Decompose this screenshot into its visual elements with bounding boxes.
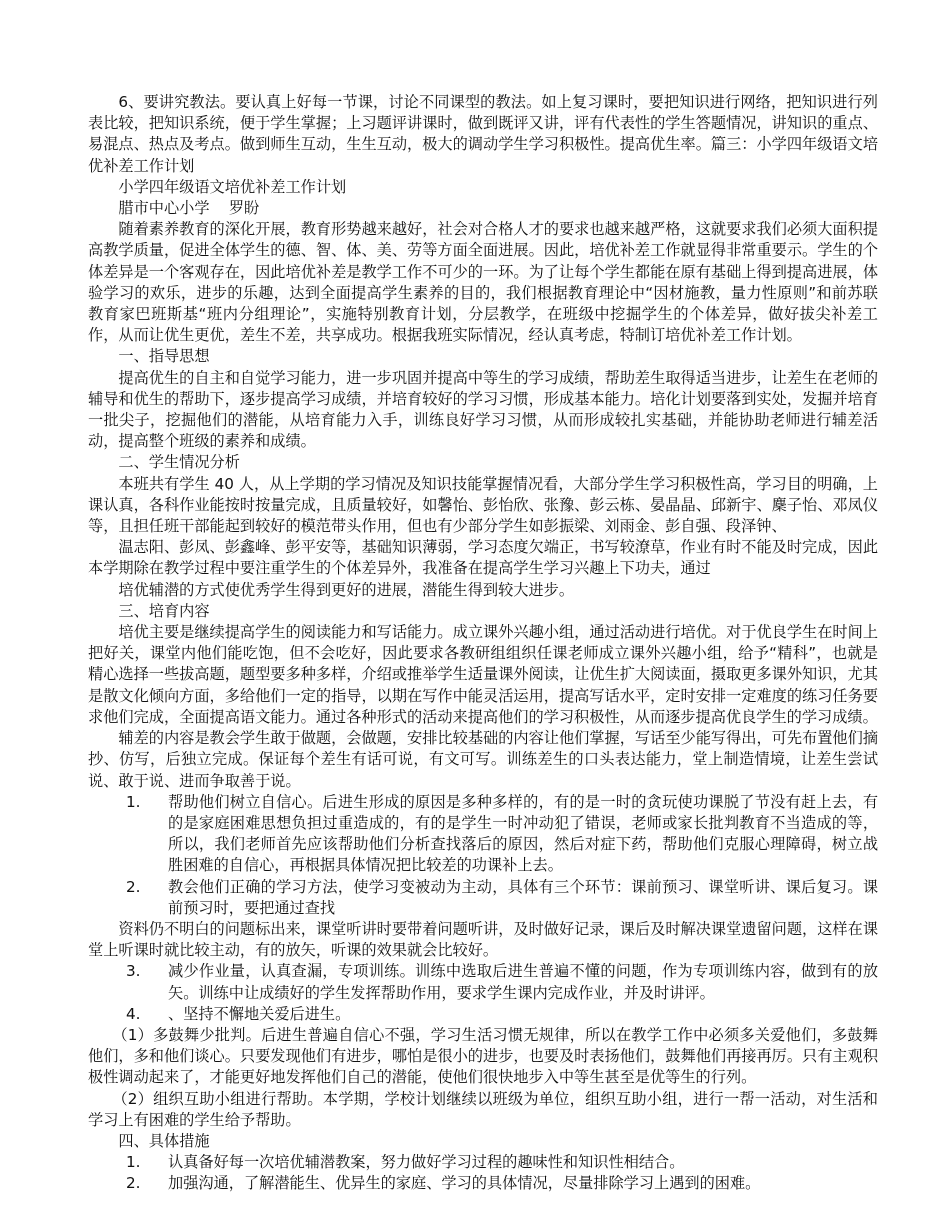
- list-item: [88, 1152, 878, 1173]
- paragraph-intro: 随着素养教育的深化开展，教育形势越来越好，社会对合格人才的要求也越来越严格，这就要求我们必须大面积提高教学质量，促进全体学生的德、智、体、美、劳等方面全面进展。因此，培优补差工作就显得非常重要示。学生的个体差异是一个客观存在，因此培优补差是教学工作不可少的一环。为了让每个学生都能在原有基础上得到提高进展，体验学习的欢乐，进步的乐趣，达到全面提高学生素养的目的，我们根据教育理论中“因材施教，量力性原则”和前苏联教育家巴班斯基“班内分组理论”，实施特别教育计划，分层教学，在班级中挖掘学生的个体差异，做好拔尖补差工作，从而让优生更优，差生不差，共享成功。根据我班实际情况，经认真考虑，特制订培优补差工作计划。: [88, 220, 878, 345]
- document-page: [88, 92, 878, 1195]
- section-heading-guiding-thought: 一、指导思想: [118, 347, 210, 366]
- list-item: [88, 1173, 878, 1194]
- list-text: 认真备好每一次培优辅潜教案，努力做好学习过程的趣味性和知识性相结合。: [168, 1153, 685, 1172]
- paragraph-remedial-content: 辅差的内容是教会学生敢于做题，会做题，安排比较基础的内容让他们掌握，写话至少能写得出，可先布置他们摘抄、仿写，后独立完成。保证每个差生有话可说，有文可写。训练差生的口头表达能力，堂上制造情境，让差生尝试说、敢于说、进而争取善于说。: [88, 729, 878, 790]
- list-number: 2.: [126, 877, 141, 896]
- list-text: 帮助他们树立自信心。后进生形成的原因是多种多样的，有的是一时的贪玩使功课脱了节没有赶上去，有的是家庭困难思想负担过重造成的，有的是学生一时冲动犯了错误，老师或家长批判教育不当造成的等，所以，我们老师首先应该帮助他们分析查找落后的原因，然后对症下药，帮助他们克服心理障碍，树立战胜困难的自信心，再根据具体情况把比较差的功课补上去。: [168, 792, 878, 875]
- list-text: 、坚持不懈地关爱后进生。: [168, 1004, 351, 1023]
- section-heading-student-analysis: 二、学生情况分析: [118, 453, 240, 472]
- list-item: [88, 877, 878, 919]
- paragraph-mutual-help: （2）组织互助小组进行帮助。本学期，学校计划继续以班级为单位，组织互助小组，进行一帮一活动，对生活和学习上有困难的学生给予帮助。: [88, 1089, 878, 1129]
- paragraph-student-analysis-end: 培优辅潜的方式使优秀学生得到更好的进展，潜能生得到较大进步。: [118, 580, 575, 599]
- list-item: [88, 961, 878, 1003]
- paragraph-student-analysis-cont: 温志阳、彭凤、彭鑫峰、彭平安等，基础知识薄弱，学习态度欠端正，书写较潦草，作业有时不能及时完成，因此本学期除在教学过程中要注重学生的个体差异外，我准备在提高学生学习兴趣上下功夫，通过: [88, 538, 878, 578]
- list-number: 1.: [126, 792, 141, 811]
- list-item: [88, 1004, 878, 1025]
- paragraph-student-analysis: 本班共有学生 40 人，从上学期的学习情况及知识技能掌握情况看，大部分学生学习积极性高，学习目的明确，上课认真，各科作业能按时按量完成，且质量较好，如馨怡、彭怡欣、张豫、彭云栋、晏晶晶、邱新宇、麇子怡、邓凤仪等，且担任班干部能起到较好的模范带头作用，但也有少部分学生如彭振梁、刘雨金、彭自强、段泽钟、: [88, 474, 878, 536]
- list-number: 3.: [126, 962, 141, 981]
- paragraph-teaching-method: 6、要讲究教法。要认真上好每一节课，讨论不同课型的教法。如上复习课时，要把知识进行网络，把知识进行列表比较，把知识系统，便于学生掌握；上习题评讲课时，做到既评又讲，评有代表性的学生答题情况，讲知识的重点、易混点、热点及考点。做到师生互动，生生互动，极大的调动学生学习积极性。提高优生率。篇三：小学四年级语文培优补差工作计划: [88, 93, 878, 175]
- list-text: 教会他们正确的学习方法，使学习变被动为主动，具体有三个环节：课前预习、课堂听讲、课后复习。课前预习时，要把通过查找: [168, 877, 878, 917]
- list-number: 2.: [126, 1174, 141, 1193]
- paragraph-guiding-thought: 提高优生的自主和自觉学习能力，进一步巩固并提高中等生的学习成绩，帮助差生取得适当进步，让差生在老师的辅导和优生的帮助下，逐步提高学习成绩，并培育较好的学习习惯，形成基本能力。培化计划要落到实处，发掘并培育一批尖子，挖掘他们的潜能，从培育能力入手，训练良好学习习惯，从而形成较扎实基础，并能协助老师进行辅差活动，提高整个班级的素养和成绩。: [88, 368, 878, 451]
- list-number: 1.: [126, 1153, 141, 1172]
- list-item: [88, 792, 878, 877]
- section-heading-content: 三、培育内容: [118, 601, 210, 620]
- section-heading-measures: 四、具体措施: [118, 1131, 210, 1150]
- list-text: 加强沟通，了解潜能生、优异生的家庭、学习的具体情况，尽量排除学习上遇到的困难。: [168, 1174, 761, 1193]
- paragraph-study-method-cont: 资料仍不明白的问题标出来，课堂听讲时要带着问题听讲，及时做好记录，课后及时解决课堂遗留问题，这样在课堂上听课时就比较主动，有的放矢，听课的效果就会比较好。: [88, 919, 878, 960]
- paragraph-encourage: （1）多鼓舞少批判。后进生普遍自信心不强，学习生活习惯无规律，所以在教学工作中必须多关爱他们，多鼓舞他们，多和他们谈心。只要发现他们有进步，哪怕是很小的进步，也要及时表扬他们，鼓舞他们再接再厉。只有主观积极性调动起来了，才能更好地发挥他们自己的潜能，使他们很快地步入中等生甚至是优等生的行列。: [88, 1025, 878, 1087]
- list-text: 减少作业量，认真查漏，专项训练。训练中选取后进生普遍不懂的问题，作为专项训练内容，做到有的放矢。训练中让成绩好的学生发挥帮助作用，要求学生课内完成作业，并及时讲评。: [168, 962, 878, 1002]
- document-title: 小学四年级语文培优补差工作计划: [118, 177, 347, 196]
- list-number: 4.: [126, 1004, 141, 1023]
- paragraph-gifted-training: 培优主要是继续提高学生的阅读能力和写话能力。成立课外兴趣小组，通过活动进行培优。对于优良学生在时间上把好关，课堂内他们能吃饱，但不会吃好，因此要求各教研组组织任课老师成立课外兴趣小组，给予“精科”，也就是精心选择一些拔高题，题型要多种多样，介绍或推举学生适量课外阅读，让优生扩大阅读面，摄取更多课外知识，尤其是散文化倾向方面，多给他们一定的指导，以期在写作中能灵活运用，提高写话水平，定时安排一定难度的练习任务要求他们完成，全面提高语文能力。通过各种形式的活动来提高他们的学习积极性，从而逐步提高优良学生的学习成绩。: [88, 623, 878, 726]
- author-line: 腊市中心小学 罗盼: [118, 199, 260, 218]
